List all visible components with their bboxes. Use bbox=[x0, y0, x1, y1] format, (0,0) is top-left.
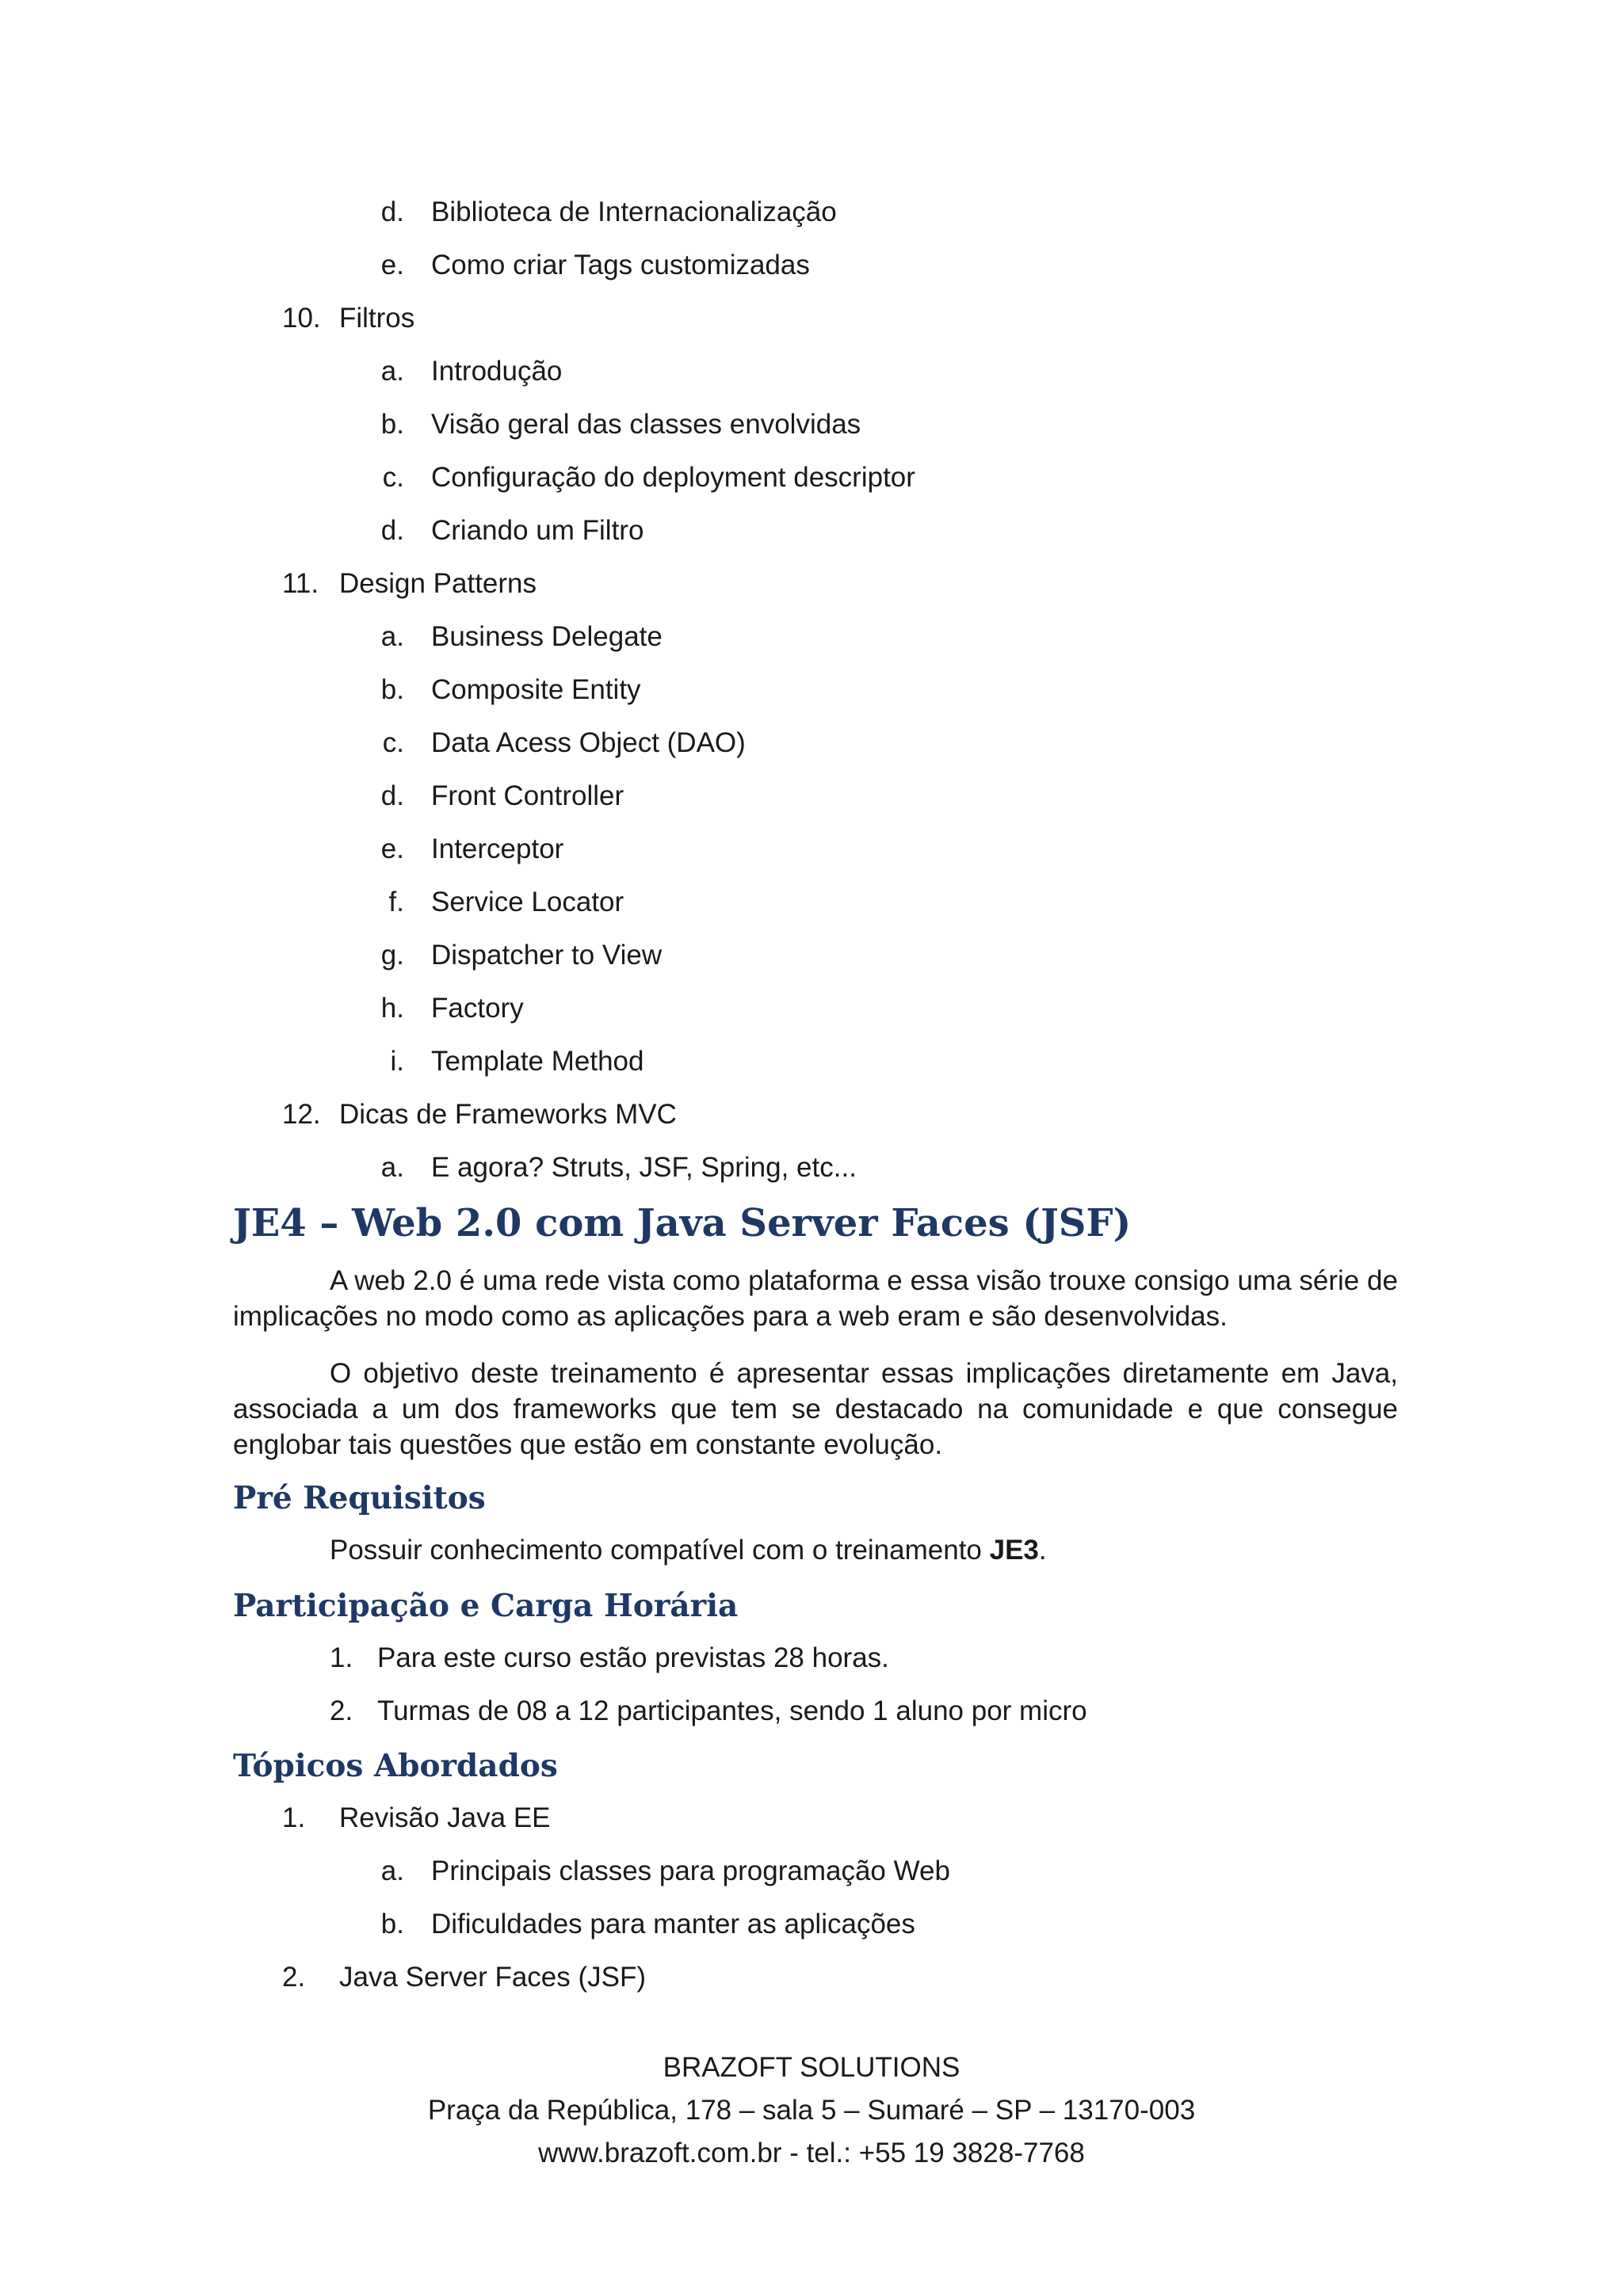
list-item bbox=[380, 991, 524, 1026]
prereq-course-code: JE3 bbox=[989, 1535, 1039, 1566]
list-item bbox=[380, 1044, 643, 1079]
list-item bbox=[380, 673, 641, 707]
list-item bbox=[380, 1150, 857, 1185]
list-marker: f. bbox=[388, 887, 404, 917]
list-text: Template Method bbox=[431, 1046, 644, 1077]
list-marker: d. bbox=[380, 196, 404, 227]
list-text: Dicas de Frameworks MVC bbox=[339, 1099, 677, 1130]
list-item bbox=[330, 1694, 1087, 1729]
prereq-text-lead: Possuir conhecimento compatível com o treinamento bbox=[330, 1535, 990, 1566]
list-marker: 11. bbox=[282, 568, 319, 599]
list-item bbox=[282, 1960, 646, 1995]
prereq-text-tail: . bbox=[1038, 1535, 1047, 1566]
list-item bbox=[380, 832, 563, 867]
list-item bbox=[380, 513, 643, 548]
list-marker: g. bbox=[380, 940, 404, 971]
intro-paragraph: O objetivo deste treinamento é apresentar essas implicações diretamente em Java, associada a um dos frameworks que tem se destacado na comunidade e que consegue englobar tais questões que estão em constante evolução. bbox=[233, 1358, 1398, 1460]
list-marker: 10. bbox=[282, 303, 321, 334]
list-text: Criando um Filtro bbox=[431, 515, 644, 546]
topics-heading: Tópicos Abordados bbox=[233, 1748, 558, 1784]
list-item bbox=[282, 301, 414, 336]
list-text: Para este curso estão previstas 28 horas. bbox=[377, 1642, 889, 1673]
list-marker: a. bbox=[380, 621, 404, 652]
list-item bbox=[380, 779, 624, 814]
list-marker: e. bbox=[380, 250, 404, 280]
list-item bbox=[380, 885, 624, 920]
list-text: Como criar Tags customizadas bbox=[431, 250, 810, 280]
list-text: E agora? Struts, JSF, Spring, etc... bbox=[431, 1152, 857, 1183]
section-title: JE4 – Web 2.0 com Java Server Faces (JSF) bbox=[233, 1201, 1132, 1245]
list-item bbox=[380, 195, 837, 230]
list-item bbox=[380, 460, 915, 495]
list-text: Dispatcher to View bbox=[431, 940, 663, 971]
list-marker: e. bbox=[380, 833, 404, 864]
prereq-heading: Pré Requisitos bbox=[233, 1480, 486, 1516]
list-text: Introdução bbox=[431, 356, 563, 387]
list-text: Turmas de 08 a 12 participantes, sendo 1 aluno por micro bbox=[377, 1695, 1087, 1726]
list-item bbox=[282, 1801, 551, 1836]
list-text: Business Delegate bbox=[431, 621, 663, 652]
list-text: Service Locator bbox=[431, 887, 624, 917]
list-text: Composite Entity bbox=[431, 674, 641, 705]
list-text: Front Controller bbox=[431, 780, 624, 811]
list-text: Factory bbox=[431, 993, 524, 1024]
list-marker: 12. bbox=[282, 1099, 321, 1130]
list-text: Interceptor bbox=[431, 833, 564, 864]
list-item bbox=[380, 248, 810, 283]
list-item bbox=[380, 354, 562, 389]
intro-paragraph: A web 2.0 é uma rede vista como plataforma e essa visão trouxe consigo uma série de implicações no modo como as aplicações para a web eram e são desenvolvidas. bbox=[233, 1265, 1398, 1332]
list-item bbox=[380, 726, 746, 761]
list-item bbox=[380, 938, 662, 973]
list-item bbox=[282, 566, 537, 601]
footer-company: BRAZOFT SOLUTIONS bbox=[663, 2052, 960, 2083]
list-marker: b. bbox=[380, 409, 404, 440]
list-marker: 2. bbox=[282, 1962, 306, 1993]
list-text: Revisão Java EE bbox=[339, 1802, 551, 1833]
participation-heading: Participação e Carga Horária bbox=[233, 1588, 739, 1624]
list-item bbox=[380, 620, 663, 654]
list-marker: c. bbox=[382, 462, 404, 493]
list-text: Dificuldades para manter as aplicações bbox=[431, 1909, 915, 1939]
list-text: Visão geral das classes envolvidas bbox=[431, 409, 861, 440]
list-text: Java Server Faces (JSF) bbox=[339, 1962, 647, 1993]
list-text: Biblioteca de Internacionalização bbox=[431, 196, 837, 227]
prereq-text bbox=[330, 1533, 1047, 1568]
list-text: Filtros bbox=[339, 303, 415, 334]
list-marker: 1. bbox=[282, 1802, 306, 1833]
list-marker: a. bbox=[380, 1855, 404, 1886]
list-marker: h. bbox=[380, 993, 404, 1024]
list-marker: 2. bbox=[330, 1695, 353, 1726]
list-item bbox=[380, 1907, 915, 1942]
list-marker: c. bbox=[382, 727, 404, 758]
list-marker: d. bbox=[380, 515, 404, 546]
list-text: Design Patterns bbox=[339, 568, 537, 599]
list-item bbox=[330, 1641, 889, 1676]
list-item bbox=[380, 407, 861, 442]
list-item bbox=[380, 1854, 950, 1889]
list-text: Data Acess Object (DAO) bbox=[431, 727, 746, 758]
footer-address: Praça da República, 178 – sala 5 – Sumaré – SP – 13170-003 bbox=[427, 2095, 1196, 2126]
list-marker: b. bbox=[380, 674, 404, 705]
list-marker: d. bbox=[380, 780, 404, 811]
list-marker: a. bbox=[380, 1152, 404, 1183]
list-text: Configuração do deployment descriptor bbox=[431, 462, 915, 493]
footer-contact: www.brazoft.com.br - tel.: +55 19 3828-7768 bbox=[538, 2138, 1085, 2168]
list-marker: i. bbox=[390, 1046, 404, 1077]
list-marker: 1. bbox=[330, 1642, 353, 1673]
list-item bbox=[282, 1097, 677, 1132]
list-marker: b. bbox=[380, 1909, 404, 1939]
list-marker: a. bbox=[380, 356, 404, 387]
list-text: Principais classes para programação Web bbox=[431, 1855, 950, 1886]
